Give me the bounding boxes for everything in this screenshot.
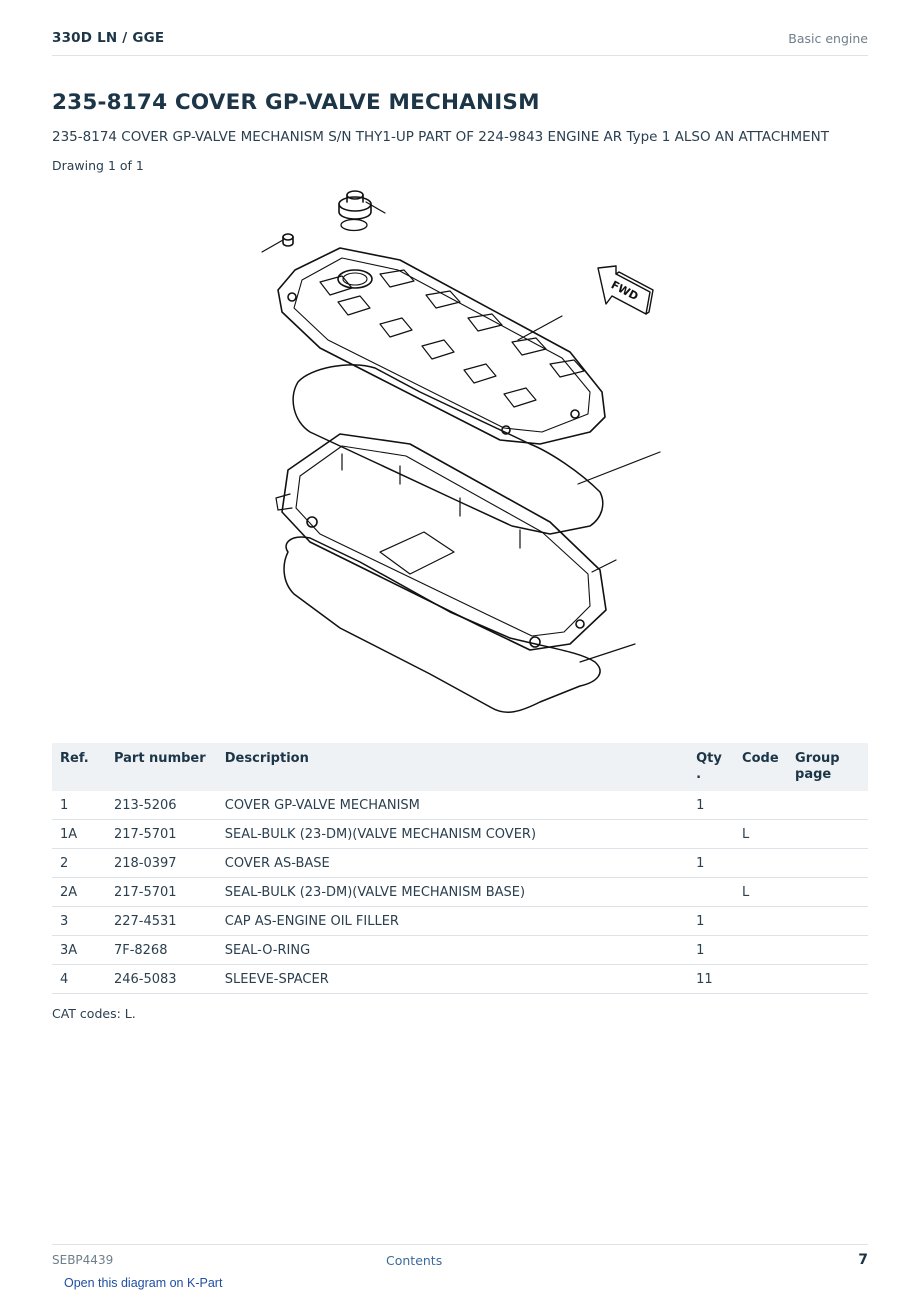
row-qty: 11	[688, 965, 734, 994]
col-part-number: Part number	[106, 743, 217, 791]
row-ref: 2A	[52, 878, 106, 907]
row-code: L	[734, 820, 787, 849]
o-ring-drawing	[341, 220, 367, 231]
row-code	[734, 791, 787, 820]
sleeve-spacer-drawing	[262, 234, 293, 252]
open-kpart-link[interactable]: Open this diagram on K-Part	[64, 1276, 223, 1290]
row-ref: 1	[52, 791, 106, 820]
page-title: 235-8174 COVER GP-VALVE MECHANISM	[52, 90, 540, 115]
table-row	[52, 791, 868, 820]
row-part-number: 217-5701	[106, 820, 217, 849]
cat-codes-note: CAT codes: L.	[52, 1006, 136, 1021]
row-group-page	[787, 965, 868, 994]
row-qty: 1	[688, 907, 734, 936]
base-gasket-drawing	[284, 537, 600, 712]
row-qty	[688, 820, 734, 849]
row-part-number: 217-5701	[106, 878, 217, 907]
row-group-page	[787, 936, 868, 965]
col-qty: Qty .	[688, 743, 734, 791]
row-description: CAP AS-ENGINE OIL FILLER	[217, 907, 688, 936]
col-group-page: Group page	[787, 743, 868, 791]
row-code	[734, 907, 787, 936]
col-ref: Ref.	[52, 743, 106, 791]
page-subtitle: 235-8174 COVER GP-VALVE MECHANISM S/N THY1-UP PART OF 224-9843 ENGINE AR Type 1 ALSO AN ATTACHMENT	[52, 129, 829, 145]
row-description: COVER GP-VALVE MECHANISM	[217, 791, 688, 820]
page-header	[52, 28, 868, 56]
row-group-page	[787, 849, 868, 878]
row-ref: 4	[52, 965, 106, 994]
row-ref: 1A	[52, 820, 106, 849]
row-part-number: 7F-8268	[106, 936, 217, 965]
row-part-number: 246-5083	[106, 965, 217, 994]
row-group-page	[787, 907, 868, 936]
table-row	[52, 820, 868, 849]
drawing-label: Drawing 1 of 1	[52, 158, 144, 173]
table-row	[52, 849, 868, 878]
row-qty: 1	[688, 849, 734, 878]
section-label: Basic engine	[788, 31, 868, 46]
row-qty	[688, 878, 734, 907]
row-description: COVER AS-BASE	[217, 849, 688, 878]
row-description: SEAL-BULK (23-DM)(VALVE MECHANISM COVER)	[217, 820, 688, 849]
row-ref: 3	[52, 907, 106, 936]
row-code	[734, 965, 787, 994]
page-number: 7	[858, 1252, 868, 1268]
valve-cover-drawing	[278, 248, 605, 444]
col-description: Description	[217, 743, 688, 791]
table-row	[52, 965, 868, 994]
row-group-page	[787, 820, 868, 849]
cover-gasket-drawing	[293, 365, 603, 534]
row-qty: 1	[688, 791, 734, 820]
row-part-number: 213-5206	[106, 791, 217, 820]
document-id: SEBP4439	[52, 1253, 114, 1267]
row-ref: 3A	[52, 936, 106, 965]
table-row	[52, 936, 868, 965]
row-code	[734, 849, 787, 878]
row-group-page	[787, 791, 868, 820]
oil-filler-cap-drawing	[339, 191, 385, 219]
page-footer	[52, 1244, 868, 1275]
model-label: 330D LN / GGE	[52, 30, 165, 46]
parts-diagram	[250, 182, 680, 722]
col-code: Code	[734, 743, 787, 791]
row-group-page	[787, 878, 868, 907]
parts-table-header	[52, 743, 868, 791]
parts-table	[52, 743, 868, 994]
row-description: SEAL-BULK (23-DM)(VALVE MECHANISM BASE)	[217, 878, 688, 907]
fwd-label: FWD	[608, 278, 641, 304]
row-description: SLEEVE-SPACER	[217, 965, 688, 994]
contents-link[interactable]: Contents	[386, 1253, 443, 1268]
row-part-number: 227-4531	[106, 907, 217, 936]
table-row	[52, 907, 868, 936]
table-row	[52, 878, 868, 907]
row-description: SEAL-O-RING	[217, 936, 688, 965]
row-ref: 2	[52, 849, 106, 878]
row-code: L	[734, 878, 787, 907]
row-qty: 1	[688, 936, 734, 965]
row-part-number: 218-0397	[106, 849, 217, 878]
row-code	[734, 936, 787, 965]
